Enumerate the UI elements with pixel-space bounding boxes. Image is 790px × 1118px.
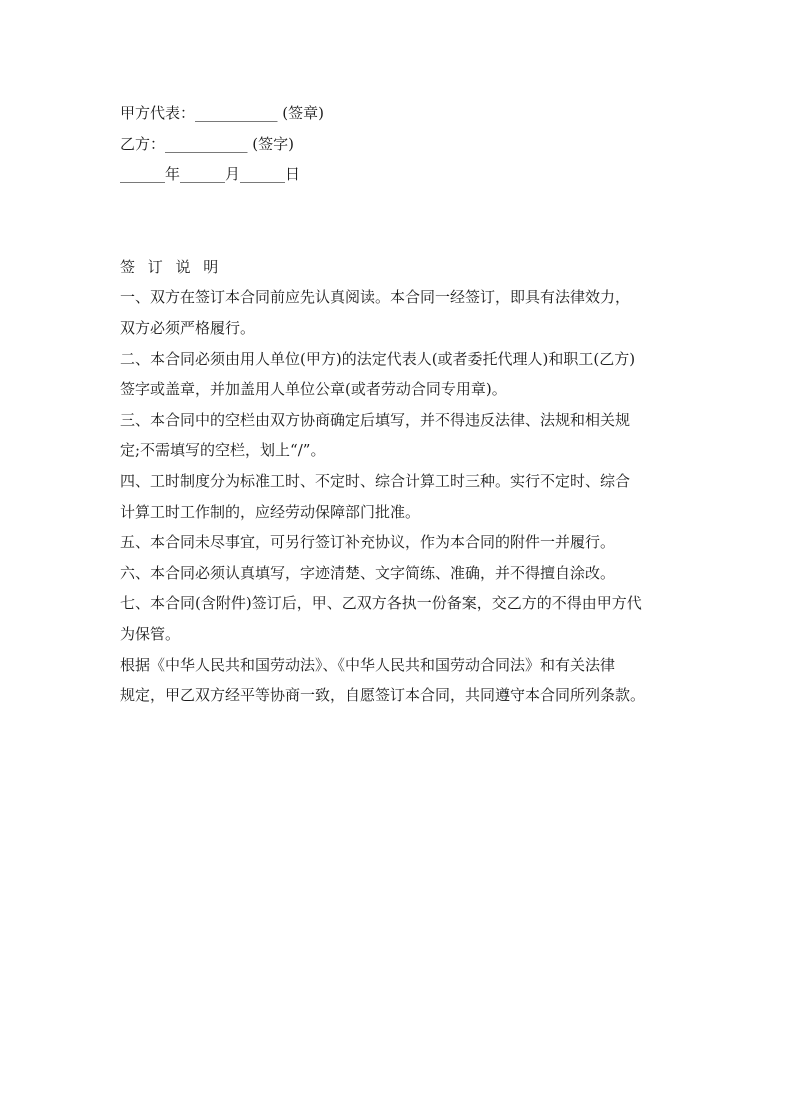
instruction-line: 六、本合同必须认真填写，字迹清楚、文字简练、准确，并不得擅自涂改。	[120, 563, 616, 582]
instruction-line: 四、工时制度分为标准工时、不定时、综合计算工时三种。实行不定时、综合	[120, 471, 631, 490]
document-body	[120, 98, 680, 711]
instruction-line: 规定，甲乙双方经平等协商一致，自愿签订本合同，共同遵守本合同所列条款。	[120, 686, 646, 705]
date-line: ______年______月______日	[120, 165, 301, 184]
instruction-line: 根据《中华人民共和国劳动法》、《中华人民共和国劳动合同法》和有关法律	[120, 655, 616, 674]
instruction-line: 双方必须严格履行。	[120, 318, 256, 337]
instruction-line: 签字或盖章，并加盖用人单位公章(或者劳动合同专用章)。	[120, 380, 507, 399]
instruction-line: 一、双方在签订本合同前应先认真阅读。本合同一经签订，即具有法律效力，	[120, 288, 631, 307]
party-a-representative-line: 甲方代表：___________ (签章)	[120, 104, 324, 122]
instruction-line: 五、本合同未尽事宜，可另行签订补充协议，作为本合同的附件一并履行。	[120, 533, 616, 552]
section-spacer	[120, 190, 680, 252]
instruction-line: 计算工时工作制的，应经劳动保障部门批准。	[120, 502, 421, 521]
instructions-heading: 签 订 说 明	[120, 257, 223, 276]
instruction-line: 为保管。	[120, 624, 181, 643]
instruction-line: 七、本合同(含附件)签订后，甲、乙双方各执一份备案，交乙方的不得由甲方代	[120, 594, 642, 613]
instruction-line: 二、本合同必须由用人单位(甲方)的法定代表人(或者委托代理人)和职工(乙方)	[120, 349, 636, 368]
party-b-line: 乙方：___________ (签字)	[120, 134, 294, 153]
instruction-line: 三、本合同中的空栏由双方协商确定后填写，并不得违反法律、法规和相关规	[120, 410, 631, 429]
instruction-line: 定;不需填写的空栏，划上“/”。	[120, 441, 326, 460]
